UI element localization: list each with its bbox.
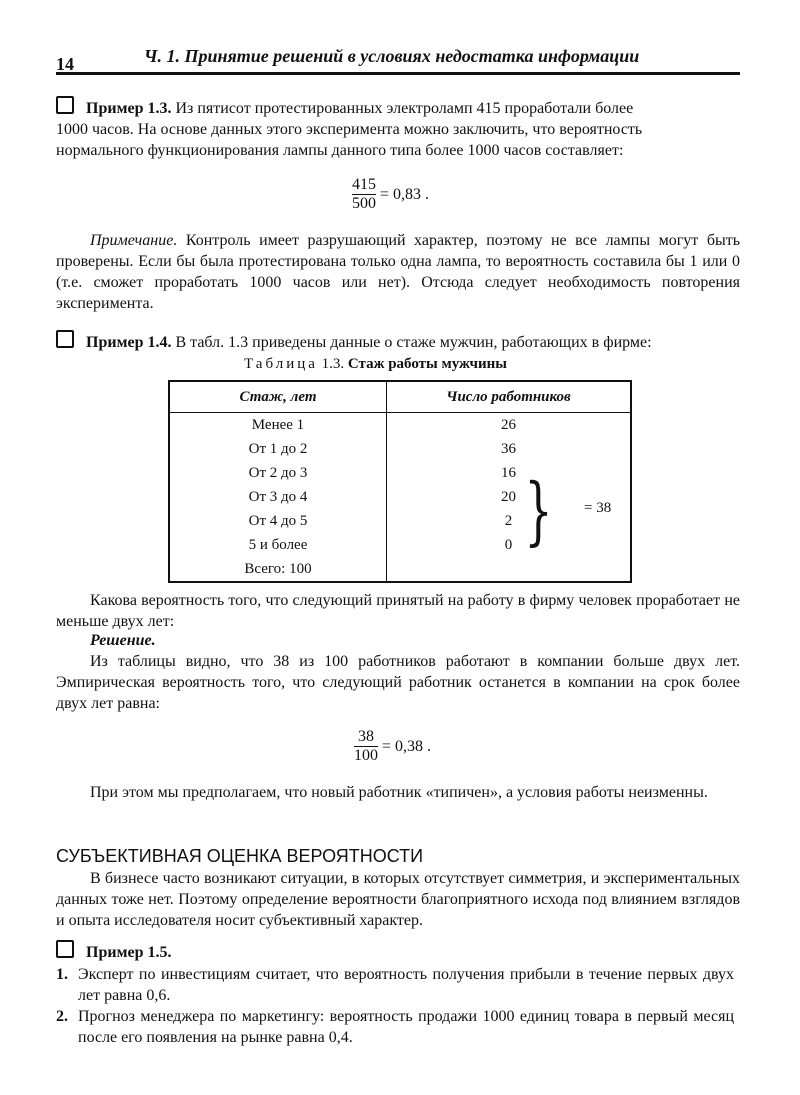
table-caption-title: Стаж работы мужчины (347, 356, 507, 372)
example-1-4-intro (56, 330, 740, 353)
page-header (56, 44, 740, 75)
example-1-3-line1: Из пятисот протестированных электроламп 415 проработали более (175, 100, 634, 117)
table-row (169, 437, 631, 461)
cell-count: 2 (504, 512, 513, 529)
table-row (169, 461, 631, 485)
column-header-count: Число работников (387, 381, 632, 413)
cell-total-empty (387, 557, 632, 582)
example-1-4-question: Какова вероятность того, что следующий принятый на работу в фирму человек проработает не меньше двух лет: (56, 592, 740, 630)
table-header-row (169, 381, 631, 413)
list-item (56, 964, 740, 1008)
example-1-3-title: Пример 1.3. (86, 100, 172, 117)
formula-1-3-result: = 0,83 . (380, 185, 430, 203)
formula-1-3-numerator: 415 (352, 176, 376, 193)
list-item-number: 2. (56, 1008, 68, 1025)
cell-experience: От 3 до 4 (169, 485, 387, 509)
assumption-text: При этом мы предполагаем, что новый работник «типичен», а условия работы неизменны. (90, 784, 708, 801)
cell-count: 0 (504, 536, 513, 553)
example-box-icon (56, 96, 74, 114)
example-1-5-title: Пример 1.5. (86, 944, 172, 961)
cell-experience: 5 и более (169, 533, 387, 557)
table-caption-number: 1.3. (321, 356, 345, 372)
note-text: Контроль имеет разрушающий характер, поэтому не все лампы могут быть проверены. Если бы была протестирована только одна лампа, то вероятность составила бы 1 или 0 (т.е. сможет проработать 1000 часов или нет). Отсюда следует необходимость повторения эксперимента. (56, 232, 741, 312)
example-1-3-note (56, 230, 740, 314)
solution-text: Из таблицы видно, что 38 из 100 работников работают в компании больше двух лет. Эмпирическая вероятность того, что следующий работник останется в компании на срок более двух лет равна: (56, 653, 740, 712)
cell-total: Всего: 100 (169, 557, 387, 582)
formula-1-4-denominator: 100 (354, 747, 378, 764)
example-1-4-title: Пример 1.4. (86, 334, 172, 351)
brace-sum: = 38 (584, 500, 612, 516)
cell-experience: От 1 до 2 (169, 437, 387, 461)
table-row (169, 533, 631, 557)
example-1-4-intro-text: В табл. 1.3 приведены данные о стаже мужчин, работающих в фирме: (175, 334, 652, 351)
cell-experience: От 4 до 5 (169, 509, 387, 533)
cell-count: 36 (501, 440, 516, 457)
example-box-icon (56, 940, 74, 958)
example-box-icon (56, 330, 74, 348)
list-item-text: Прогноз менеджера по маркетингу: вероятность продажи 1000 единиц товара в первый месяц после его появления на рынке равна 0,4. (78, 1008, 734, 1046)
solution-label: Решение. (90, 632, 156, 649)
cell-experience: Менее 1 (169, 413, 387, 438)
formula-1-3 (352, 176, 429, 213)
table-row (169, 485, 631, 509)
cell-count: 16 (501, 464, 516, 481)
formula-1-4-numerator: 38 (354, 728, 378, 747)
example-1-5-title-line (56, 940, 740, 963)
table-caption-prefix: Таблица (244, 356, 318, 372)
right-brace-icon: } (524, 468, 553, 554)
section-heading: СУБЪЕКТИВНАЯ ОЦЕНКА ВЕРОЯТНОСТИ (56, 846, 424, 866)
note-label: Примечание. (90, 232, 178, 249)
cell-experience: От 2 до 3 (169, 461, 387, 485)
list-item (56, 1006, 740, 1050)
table-row (169, 413, 631, 438)
formula-1-4 (354, 728, 431, 765)
running-head: Ч. 1. Принятие решений в условиях недостатка информации (144, 46, 640, 66)
example-1-3-line3: нормального функционирования лампы данного типа более 1000 часов составляет: (56, 142, 624, 159)
formula-1-4-result: = 0,38 . (382, 737, 432, 755)
example-1-3-line2: 1000 часов. На основе данных этого эксперимента можно заключить, что вероятность (56, 121, 643, 138)
formula-1-3-denominator: 500 (352, 195, 376, 212)
list-item-number: 1. (56, 966, 68, 983)
table-total-row (169, 557, 631, 582)
column-header-experience: Стаж, лет (169, 381, 387, 413)
list-item-text: Эксперт по инвестициям считает, что вероятность получения прибыли в течение первых двух лет равна 0,6. (78, 966, 734, 1004)
cell-count: 20 (501, 488, 516, 505)
section-text: В бизнесе часто возникают ситуации, в которых отсутствует симметрия, и экспериментальных данных тоже нет. Поэтому определение вероятности благоприятного исхода под влиянием взглядов и опыта исследователя носит субъективный характер. (56, 870, 740, 929)
example-1-3-intro (56, 96, 740, 161)
page-number: 14 (56, 54, 74, 74)
cell-count: 26 (501, 416, 516, 433)
table-row (169, 509, 631, 533)
staff-experience-table (168, 380, 632, 583)
table-caption (244, 356, 507, 373)
